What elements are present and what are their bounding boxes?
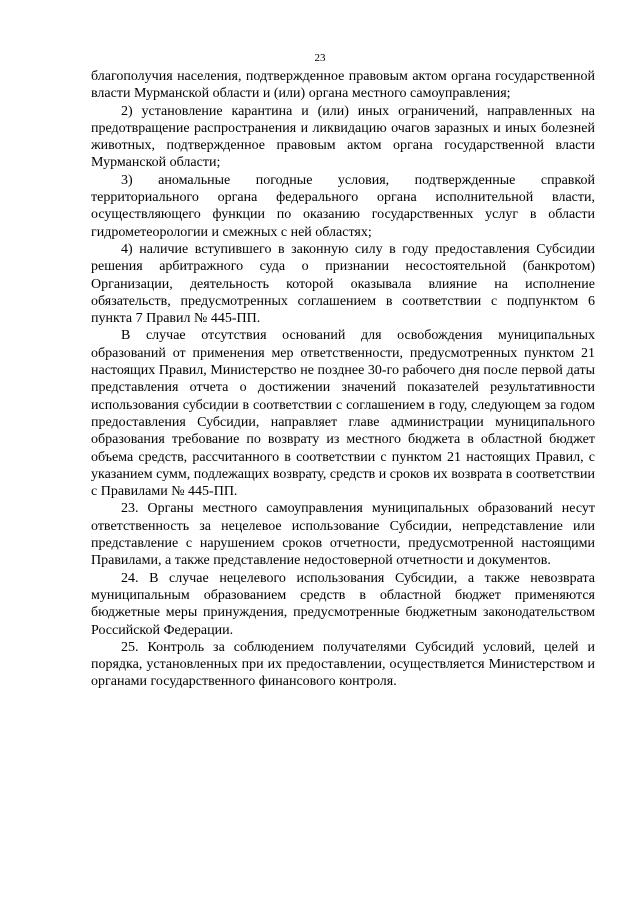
document-body [91, 68, 595, 691]
paragraph-clause-24: 24. В случае нецелевого использования Субсидии, а также невозврата муниципальным образованием средств в областной бюджет применяются бюджетные меры принуждения, предусмотренные бюджетным законодательством Российской Федерации. [91, 570, 595, 638]
paragraph-clause-23: 23. Органы местного самоуправления муниципальных образований несут ответственность за нецелевое использование Субсидии, непредставление или представление с нарушением сроков отчетности, предусмотренной настоящими Правилами, а также представление недостоверной отчетности и документов. [91, 501, 595, 569]
page-number: 23 [314, 52, 326, 64]
paragraph-clause-25: 25. Контроль за соблюдением получателями Субсидий условий, целей и порядка, установленных при их предоставлении, осуществляется Министерством и органами государственного финансового контроля. [91, 639, 595, 690]
paragraph-item-2: 2) установление карантина и (или) иных ограничений, направленных на предотвращение распространения и ликвидацию очагов заразных и иных болезней животных, подтвержденное правовым актом органа государственной власти Мурманской области; [91, 103, 595, 171]
paragraph-continuation: благополучия населения, подтвержденное правовым актом органа государственной власти Мурманской области и (или) органа местного самоуправления; [91, 69, 595, 102]
paragraph-refund-requirement: В случае отсутствия оснований для освобождения муниципальных образований от применения мер ответственности, предусмотренных пунктом 21 настоящих Правил, Министерство не позднее 30-го рабочего дня после первой даты представления отчета о достижении значений показателей результативности использования субсидии в соответствии с соглашением в году, следующем за годом предоставления Субсидии, направляет главе администрации муниципального образования требование по возврату из местного бюджета в областной бюджет объема средств, рассчитанного в соответствии с пунктом 21 настоящих Правил, с указанием сумм, подлежащих возврату, средств и сроков их возврата в соответствии с Правилами № 445-ПП. [91, 328, 595, 500]
paragraph-item-4: 4) наличие вступившего в законную силу в году предоставления Субсидии решения арбитражного суда о признании несостоятельной (банкротом) Организации, деятельность которой оказывала влияние на исполнение обязательств, предусмотренных соглашением в соответствии с подпунктом 6 пункта 7 Правил № 445-ПП. [91, 241, 595, 327]
paragraph-item-3: 3) аномальные погодные условия, подтвержденные справкой территориального органа федерального органа исполнительной власти, осуществляющего функции по оказанию государственных услуг в области гидрометеорологии и смежных с ней областях; [91, 172, 595, 240]
